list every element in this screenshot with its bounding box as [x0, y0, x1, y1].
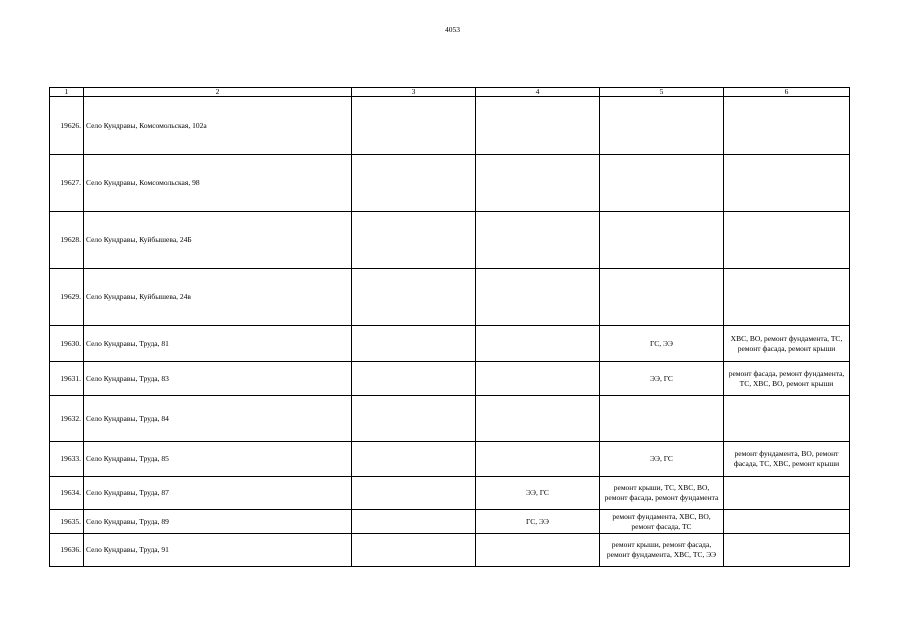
row-col-4	[476, 442, 600, 477]
row-col-4: ЭЭ, ГС	[476, 477, 600, 510]
table-row	[50, 269, 850, 326]
table-row	[50, 97, 850, 155]
row-col-3	[352, 510, 476, 534]
row-number: 19629.	[50, 269, 84, 326]
table-header-row	[50, 88, 850, 97]
row-col-4	[476, 212, 600, 269]
row-col-3	[352, 442, 476, 477]
row-address: Село Кундравы, Труда, 81	[84, 326, 352, 362]
row-col-5: ЭЭ, ГС	[600, 362, 724, 396]
table-row	[50, 534, 850, 567]
row-address: Село Кундравы, Труда, 85	[84, 442, 352, 477]
row-col-5	[600, 155, 724, 212]
header-col-1: 1	[50, 88, 84, 97]
row-col-6	[724, 269, 850, 326]
row-col-6: ремонт фасада, ремонт фундамента, ТС, ХВС, ВО, ремонт крыши	[724, 362, 850, 396]
page-number: 4053	[445, 25, 460, 34]
header-col-4: 4	[476, 88, 600, 97]
row-address: Село Кундравы, Комсомольская, 98	[84, 155, 352, 212]
row-address: Село Кундравы, Труда, 84	[84, 396, 352, 442]
row-address: Село Кундравы, Труда, 91	[84, 534, 352, 567]
row-col-4: ГС, ЭЭ	[476, 510, 600, 534]
row-col-6	[724, 212, 850, 269]
header-col-2: 2	[84, 88, 352, 97]
row-address: Село Кундравы, Труда, 83	[84, 362, 352, 396]
row-col-6	[724, 477, 850, 510]
row-col-4	[476, 269, 600, 326]
row-col-5: ремонт крыши, ТС, ХВС, ВО, ремонт фасада, ремонт фундамента	[600, 477, 724, 510]
header-col-5: 5	[600, 88, 724, 97]
table-row	[50, 442, 850, 477]
row-col-3	[352, 534, 476, 567]
table-row	[50, 155, 850, 212]
row-col-5	[600, 269, 724, 326]
table-row	[50, 362, 850, 396]
table-row	[50, 510, 850, 534]
row-col-3	[352, 212, 476, 269]
row-col-4	[476, 155, 600, 212]
row-col-6	[724, 396, 850, 442]
row-col-6	[724, 510, 850, 534]
row-col-3	[352, 97, 476, 155]
row-col-4	[476, 396, 600, 442]
row-col-5: ремонт крыши, ремонт фасада, ремонт фундамента, ХВС, ТС, ЭЭ	[600, 534, 724, 567]
row-address: Село Кундравы, Куйбышева, 24Б	[84, 212, 352, 269]
row-col-3	[352, 362, 476, 396]
row-col-5: ЭЭ, ГС	[600, 442, 724, 477]
row-col-5: ремонт фундамента, ХВС, ВО, ремонт фасада, ТС	[600, 510, 724, 534]
row-number: 19630.	[50, 326, 84, 362]
row-number: 19636.	[50, 534, 84, 567]
row-col-6: ХВС, ВО, ремонт фундамента, ТС, ремонт фасада, ремонт крыши	[724, 326, 850, 362]
table-row	[50, 212, 850, 269]
row-col-4	[476, 362, 600, 396]
document-table	[49, 87, 850, 567]
row-address: Село Кундравы, Куйбышева, 24в	[84, 269, 352, 326]
row-col-3	[352, 396, 476, 442]
row-col-4	[476, 534, 600, 567]
header-col-3: 3	[352, 88, 476, 97]
row-col-6: ремонт фундамента, ВО, ремонт фасада, ТС, ХВС, ремонт крыши	[724, 442, 850, 477]
row-number: 19632.	[50, 396, 84, 442]
row-col-3	[352, 269, 476, 326]
row-number: 19628.	[50, 212, 84, 269]
row-address: Село Кундравы, Труда, 89	[84, 510, 352, 534]
row-col-5: ГС, ЭЭ	[600, 326, 724, 362]
table-row	[50, 477, 850, 510]
row-col-3	[352, 477, 476, 510]
row-number: 19635.	[50, 510, 84, 534]
row-col-5	[600, 212, 724, 269]
row-col-3	[352, 326, 476, 362]
row-address: Село Кундравы, Труда, 87	[84, 477, 352, 510]
header-col-6: 6	[724, 88, 850, 97]
row-number: 19627.	[50, 155, 84, 212]
row-address: Село Кундравы, Комсомольская, 102а	[84, 97, 352, 155]
row-number: 19631.	[50, 362, 84, 396]
row-col-6	[724, 97, 850, 155]
row-number: 19626.	[50, 97, 84, 155]
row-col-5	[600, 97, 724, 155]
row-col-5	[600, 396, 724, 442]
row-col-3	[352, 155, 476, 212]
row-col-6	[724, 534, 850, 567]
row-col-4	[476, 97, 600, 155]
row-number: 19634.	[50, 477, 84, 510]
row-col-6	[724, 155, 850, 212]
table-row	[50, 326, 850, 362]
table-row	[50, 396, 850, 442]
row-col-4	[476, 326, 600, 362]
row-number: 19633.	[50, 442, 84, 477]
